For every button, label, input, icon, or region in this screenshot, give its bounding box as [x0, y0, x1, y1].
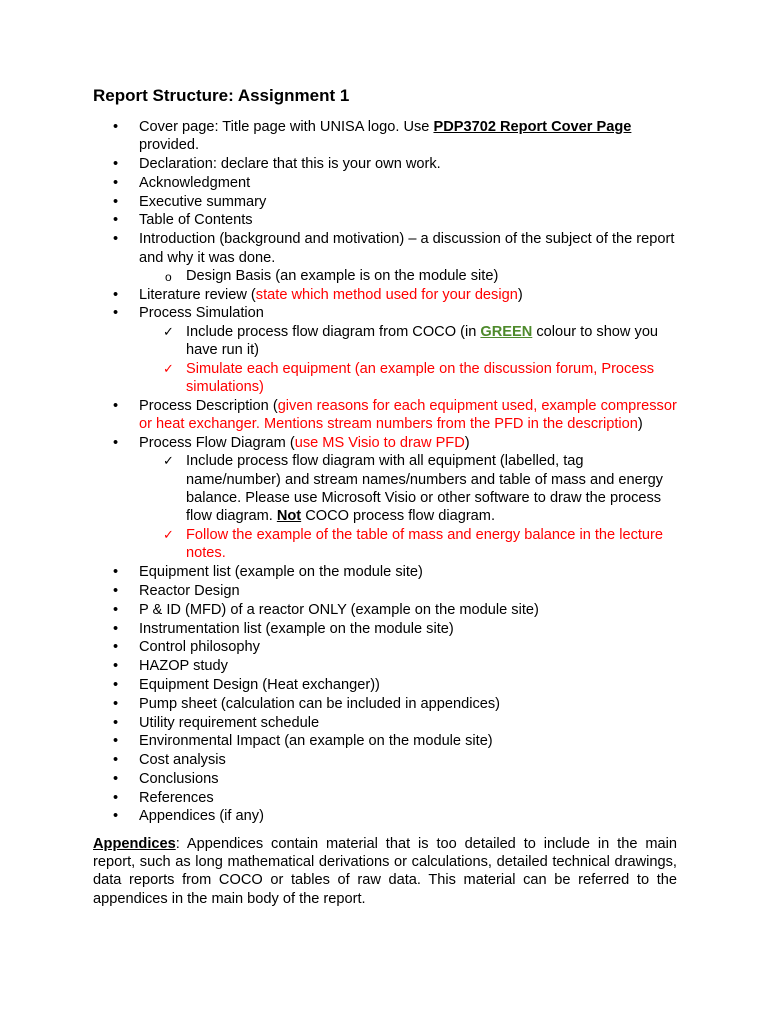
- bullet-icon: •: [113, 212, 119, 229]
- checkmark-icon: ✓: [163, 360, 174, 376]
- list-item-equipment-design: • Equipment Design (Heat exchanger)): [113, 676, 380, 693]
- list-item-cover: • Cover page: Title page with UNISA logo. Use PDP3702 Report Cover Page provided.: [113, 119, 632, 154]
- list-item-control-philosophy: • Control philosophy: [113, 639, 260, 656]
- bullet-icon: •: [113, 397, 119, 414]
- list-item-toc: • Table of Contents: [113, 212, 253, 229]
- checkmark-icon: ✓: [163, 323, 174, 339]
- bullet-icon: •: [113, 231, 119, 248]
- list-item-hazop: • HAZOP study: [113, 658, 228, 675]
- list-item-references: • References: [113, 789, 214, 806]
- bullet-icon: •: [113, 174, 119, 191]
- bullet-icon: •: [113, 695, 119, 712]
- sub-item-simulate-equipment: ✓ Simulate each equipment (an example on the discussion forum, Process simulations): [163, 360, 655, 396]
- bullet-icon: •: [113, 286, 119, 303]
- bullet-icon: •: [113, 582, 119, 599]
- list-item-pump-sheet: • Pump sheet (calculation can be included in appendices): [113, 695, 501, 712]
- bullet-icon: •: [113, 714, 119, 731]
- list-item-process-description: • Process Description (given reasons for each equipment used, example compressor or heat exchanger. Mentions stream numbers from the PFD in the description): [113, 397, 677, 433]
- bullet-icon: •: [113, 639, 119, 656]
- list-item-introduction: • Introduction (background and motivation) – a discussion of the subject of the report and why it was done. o Design Basis (an example is on the module site): [93, 230, 677, 285]
- list-item-process-flow-diagram: • Process Flow Diagram (use MS Visio to draw PFD) ✓ Include process flow diagram with all equipment (labelled, tag name/number) and stream names/numbers and table of mass and energy balance. Please use Microsoft Visio or other software to draw the process flow diagram. Not COCO process flow diagram. ✓ Follow the example of the table of mass and energy balance in the lecture notes.: [93, 434, 677, 563]
- page-title: Report Structure: Assignment 1: [93, 86, 350, 105]
- checkmark-icon: ✓: [163, 527, 174, 543]
- list-item-executive-summary: • Executive summary: [113, 193, 267, 210]
- bullet-icon: •: [113, 601, 119, 618]
- report-structure-list: [93, 118, 677, 826]
- list-item-equipment-list: • Equipment list (example on the module site): [113, 564, 423, 581]
- appendices-paragraph: Appendices: Appendices contain material that is too detailed to include in the main report, such as long mathematical derivations or calculations, detailed technical drawings, data reports from COCO or tables of raw data. This material can be referred to the appendices in the main body of the report.: [93, 835, 677, 907]
- pfd-sublist: [139, 452, 677, 562]
- bullet-icon: •: [113, 733, 119, 750]
- bullet-icon: •: [113, 119, 119, 135]
- list-item-instrumentation: • Instrumentation list (example on the module site): [113, 620, 454, 637]
- list-item-acknowledgment: • Acknowledgment: [113, 174, 251, 191]
- list-item-literature-review: • Literature review (state which method used for your design): [113, 286, 523, 303]
- list-item-utility: • Utility requirement schedule: [113, 714, 320, 731]
- bullet-icon: •: [113, 676, 119, 693]
- bullet-icon: •: [113, 305, 119, 322]
- bullet-icon: •: [113, 752, 119, 769]
- bullet-icon: •: [113, 193, 119, 210]
- list-item-appendices: • Appendices (if any): [113, 808, 264, 825]
- simulation-sublist: [139, 323, 677, 397]
- sub-item-coco-pfd: ✓ Include process flow diagram from COCO (in GREEN colour to show you have run it): [163, 323, 659, 359]
- list-item-pid: • P & ID (MFD) of a reactor ONLY (example on the module site): [113, 601, 539, 618]
- list-item-reactor-design: • Reactor Design: [113, 582, 240, 599]
- report-content: [93, 118, 677, 923]
- list-item-process-simulation: • Process Simulation ✓ Include process flow diagram from COCO (in GREEN colour to show you have run it) ✓ Simulate each equipment (an example on the discussion forum, Process simulations): [93, 304, 677, 396]
- bullet-icon: •: [113, 808, 119, 825]
- appendices-label: Appendices: [93, 835, 176, 852]
- bullet-icon: •: [113, 770, 119, 787]
- checkmark-icon: ✓: [163, 453, 174, 469]
- bullet-icon: •: [113, 156, 119, 173]
- list-item-declaration: • Declaration: declare that this is your own work.: [113, 156, 441, 173]
- bullet-icon: •: [113, 620, 119, 637]
- bullet-icon: •: [113, 658, 119, 675]
- list-item-conclusions: • Conclusions: [113, 770, 219, 787]
- sub-item-pfd-equipment: ✓ Include process flow diagram with all equipment (labelled, tag name/number) and stream names/numbers and table of mass and energy balance. Please use Microsoft Visio or other software to draw the process flow diagram. Not COCO process flow diagram.: [163, 453, 663, 525]
- introduction-sublist: [139, 267, 677, 285]
- bullet-icon: •: [113, 564, 119, 581]
- list-item-environmental: • Environmental Impact (an example on the module site): [113, 733, 493, 750]
- circle-bullet-icon: o: [165, 269, 172, 284]
- list-item-cost-analysis: • Cost analysis: [113, 752, 226, 769]
- bullet-icon: •: [113, 435, 119, 452]
- sub-item-design-basis: o Design Basis (an example is on the module site): [139, 267, 677, 285]
- sub-item-mass-energy-balance: ✓ Follow the example of the table of mass and energy balance in the lecture notes.: [163, 527, 664, 562]
- cover-page-link[interactable]: PDP3702 Report Cover Page: [433, 119, 632, 135]
- bullet-icon: •: [113, 789, 119, 806]
